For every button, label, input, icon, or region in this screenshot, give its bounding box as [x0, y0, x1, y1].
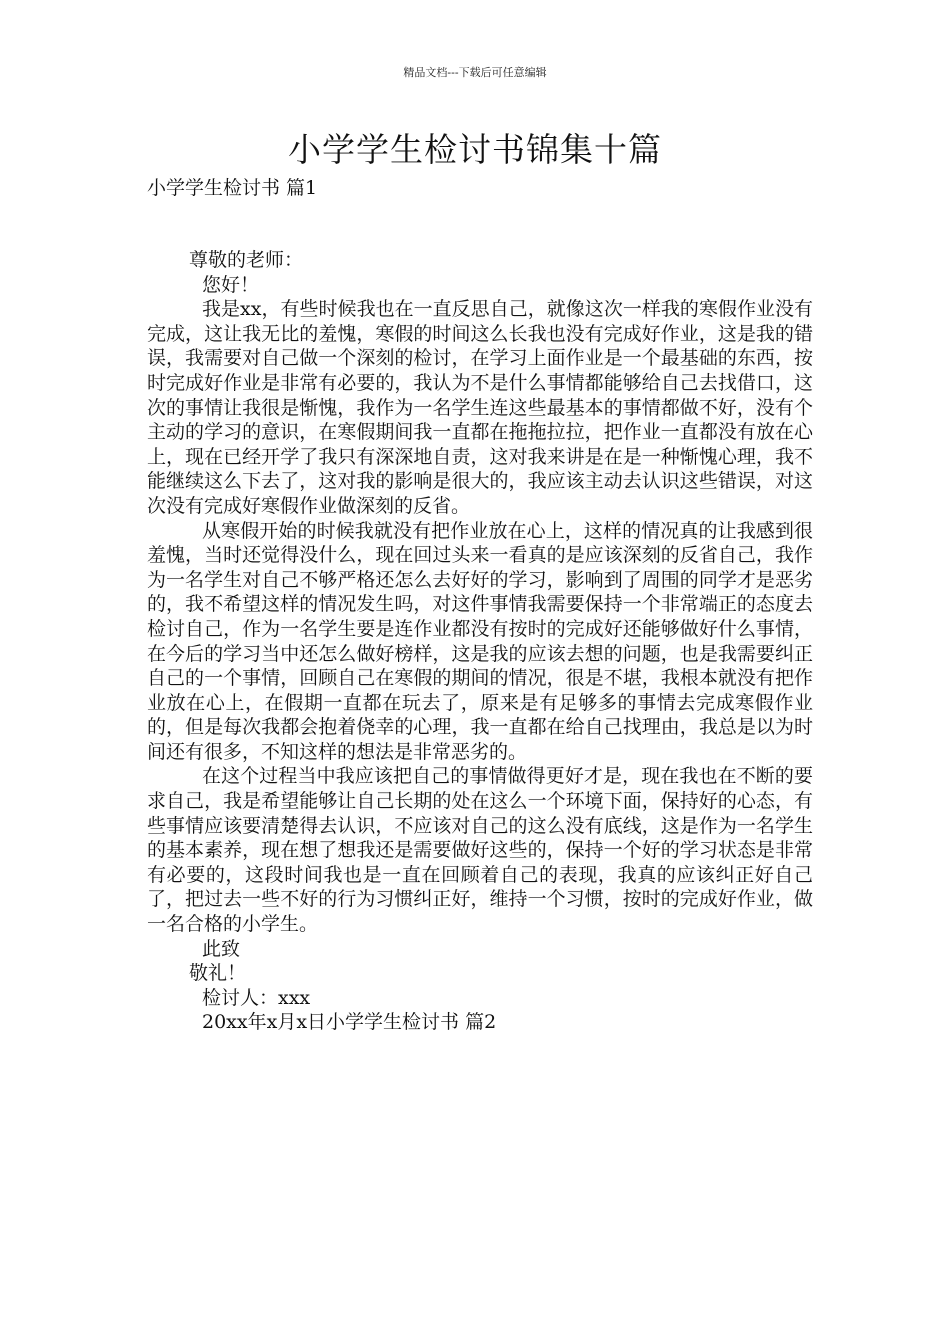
closing-jing-li: 敬礼！ — [189, 962, 247, 985]
paragraph-3: 在这个过程当中我应该把自己的事情做得更好才是，现在我也在不断的要求自己，我是希望能够让自己长期的处在这么一个环境下面，保持好的心态，有些事情应该要清楚得去认识，不应该对自己的这么没有底线，这是作为一名学生的基本素养，现在想了想我还是需要做好这些的，保持一个好的学习状态是非常有必要的，这段时间我也是一直在回顾着自己的表现，我真的应该纠正好自己了，把过去一些不好的行为习惯纠正好，维持一个习惯，按时的完成好作业，做一名合格的小学生。 — [147, 765, 813, 936]
closing-ci-zhi: 此致 — [202, 937, 241, 960]
signer: 检讨人：xxx — [202, 986, 311, 1009]
salutation: 尊敬的老师： — [189, 249, 304, 271]
section-heading: 小学学生检讨书 篇1 — [147, 177, 318, 199]
greeting: 您好！ — [202, 273, 260, 296]
letter-body — [147, 248, 813, 1035]
paragraph-2: 从寒假开始的时候我就没有把作业放在心上，这样的情况真的让我感到很羞愧，当时还觉得没什么，现在回过头来一看真的是应该深刻的反省自己，我作为一名学生对自己不够严格还怎么去好好的学习，影响到了周围的同学才是恶劣的，我不希望这样的情况发生吗，对这件事情我需要保持一个非常端正的态度去检讨自己，作为一名学生要是连作业都没有按时的完成好还能够做好什么事情，在今后的学习当中还怎么做好榜样，这是我的应该去想的问题，也是我需要纠正自己的一个事情，回顾自己在寒假的期间的情况，很是不堪，我根本就没有把作业放在心上，在假期一直都在玩去了，原来是有足够多的事情去完成寒假作业的，但是每次我都会抱着侥幸的心理，我一直都在给自己找理由，我总是以为时间还有很多，不知这样的想法是非常恶劣的。 — [147, 519, 813, 763]
header-note: 精品文档---下载后可任意编辑 — [403, 66, 547, 79]
paragraph-1: 我是xx，有些时候我也在一直反思自己，就像这次一样我的寒假作业没有完成，这让我无比的羞愧，寒假的时间这么长我也没有完成好作业，这是我的错误，我需要对自己做一个深刻的检讨，在学习上面作业是一个最基础的东西，按时完成好作业是非常有必要的，我认为不是什么事情都能够给自己去找借口，这次的事情让我很是惭愧，我作为一名学生连这些最基本的事情都做不好，没有个主动的学习的意识，在寒假期间我一直都在拖拖拉拉，把作业一直都没有放在心上，现在已经开学了我只有深深地自责，这对我来讲是在是一种惭愧心理，我不能继续这么下去了，这对我的影响是很大的，我应该主动去认识这些错误，对这次没有完成好寒假作业做深刻的反省。 — [147, 298, 813, 517]
date-line: 20xx年x月x日小学学生检讨书 篇2 — [202, 1011, 497, 1034]
document-title: 小学学生检讨书锦集十篇 — [288, 130, 662, 169]
